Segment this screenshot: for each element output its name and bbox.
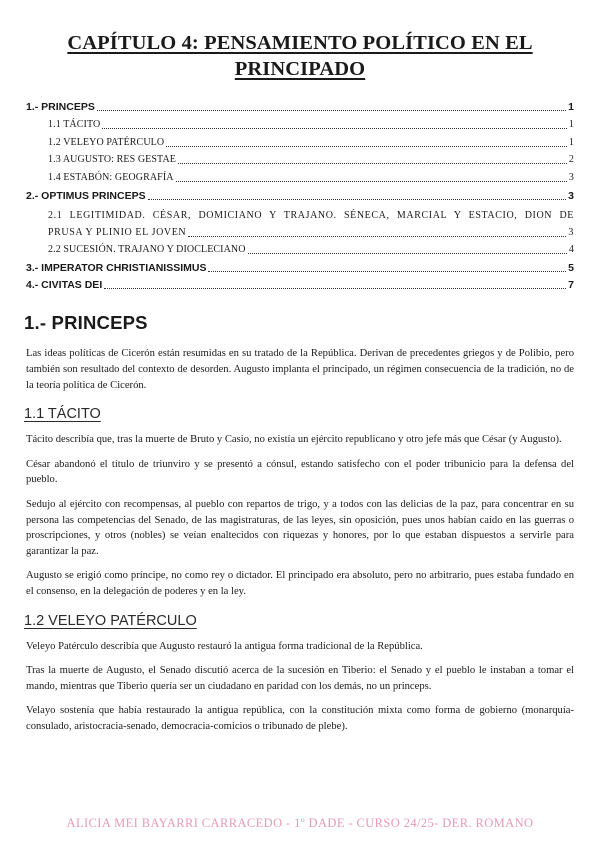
toc-leader — [166, 146, 567, 147]
toc-label: 4.- CIVITAS DEI — [26, 279, 103, 292]
toc-label: 1.4 ESTABÓN: GEOGRAFÍA — [48, 172, 174, 184]
paragraph: Sedujo al ejército con recompensas, al pueblo con repartos de trigo, y a todos con las delicias de la paz, para concentrar en su persona las competencias del Senado, de las magistraturas, de las leyes, sin oposición, pues unos habían caído en las guerras o proscripciones, y otros (nobles) se veían enaltecidos con riquezas y honores, por lo que estaban dispuestos a servirle para garantizar la paz. — [26, 498, 574, 557]
toc-label: 2.2 SUCESIÓN. TRAJANO Y DIOCLECIANO — [48, 243, 246, 255]
toc-leader — [248, 253, 567, 254]
toc-entry-civitas-dei[interactable] — [26, 278, 574, 292]
paragraph: Augusto se erigió como príncipe, no como rey o dictador. El principado era absoluto, pero no arbitrario, pues estaba fundado en el consenso, en la delegación de poderes y en la ley. — [26, 570, 574, 597]
paragraph: Velayo sostenía que había restaurado la antigua república, con la constitución mixta como forma de gobierno (monarquía-consulado, aristocracia-senado, democracia-comicios o tribunado de plebe). — [26, 705, 574, 732]
toc-leader — [102, 128, 567, 129]
table-of-contents — [26, 100, 574, 292]
paragraph: Las ideas políticas de Cicerón están resumidas en su tratado de la República. Derivan de precedentes griegos y de Polibio, pero también son resultado del contexto de desorden. Augusto implanta el principado, un régimen consecuencia de la tradición, no de la teoría política de Cicerón. — [26, 348, 574, 391]
toc-label: 3.- IMPERATOR CHRISTIANISSIMUS — [26, 261, 207, 274]
toc-entry-sucesion[interactable] — [26, 243, 574, 257]
toc-label-line2-row — [48, 224, 574, 241]
toc-leader — [97, 110, 566, 111]
toc-leader — [104, 288, 566, 289]
toc-label: 2.- OPTIMUS PRINCEPS — [26, 189, 146, 202]
toc-label-line1: 2.1 LEGITIMIDAD. CÉSAR, DOMICIANO Y TRAJANO. SÉNECA, MARCIAL Y ESTACIO, DION DE — [48, 209, 574, 221]
subsection-heading-veleyo: 1.2 VELEYO PATÉRCULO — [24, 612, 197, 629]
toc-entry-tacito[interactable] — [26, 118, 574, 132]
toc-entry-estabon[interactable] — [26, 171, 574, 185]
section-heading-princeps: 1.- PRINCEPS — [24, 312, 148, 334]
toc-page: 4 — [568, 243, 574, 255]
paragraph: Veleyo Patérculo describía que Augusto restauró la antigua forma tradicional de la República. — [26, 640, 423, 652]
toc-leader — [208, 271, 566, 272]
toc-page: 1 — [568, 136, 574, 148]
toc-label: 1.1 TÁCITO — [48, 118, 101, 130]
toc-page: 3 — [568, 189, 574, 202]
toc-page: 5 — [568, 261, 574, 274]
toc-page: 3 — [568, 226, 574, 238]
toc-entry-optimus-princeps[interactable] — [26, 189, 574, 203]
chapter-title: CAPÍTULO 4: PENSAMIENTO POLÍTICO EN EL PRINCIPADO — [67, 32, 533, 80]
toc-leader — [188, 236, 566, 237]
page-footer: ALICIA MEI BAYARRI CARRACEDO - 1º DADE - CURSO 24/25- DER. ROMANO — [66, 816, 534, 830]
toc-leader — [178, 163, 567, 164]
toc-page: 2 — [568, 154, 574, 166]
paragraph: César abandonó el título de triunviro y se presentó a cónsul, estando satisfecho con el poder tribunicio para la defensa del pueblo. — [26, 458, 574, 486]
paragraph: Tácito describía que, tras la muerte de Bruto y Casio, no existía un ejército republicano y otro jefe más que César (y Augusto). — [26, 434, 562, 446]
toc-page: 7 — [568, 279, 574, 292]
toc-label: 1.3 AUGUSTO: RES GESTAE — [48, 154, 176, 166]
toc-entry-princeps[interactable] — [26, 100, 574, 114]
toc-page: 1 — [568, 101, 574, 113]
toc-entry-augusto[interactable] — [26, 153, 574, 167]
toc-page: 1 — [568, 118, 574, 130]
toc-label: 1.- PRINCEPS — [26, 101, 95, 113]
toc-entry-imperator[interactable] — [26, 261, 574, 275]
toc-leader — [176, 181, 567, 182]
subsection-heading-tacito: 1.1 TÁCITO — [24, 406, 101, 423]
paragraph: Tras la muerte de Augusto, el Senado discutió acerca de la sucesión en Tiberio: el Senado y el pueblo le instaban a tomar el mando, mientras que Tiberio quería ser un ciudadano en paridad con los demás, no un princeps. — [26, 665, 574, 692]
toc-label: 1.2 VELEYO PATÉRCULO — [48, 136, 165, 148]
toc-entry-legitimidad[interactable] — [26, 207, 574, 241]
toc-leader — [148, 199, 567, 200]
toc-page: 3 — [568, 172, 574, 184]
toc-label-line2: PRUSA Y PLINIO EL JOVEN — [48, 226, 187, 238]
document-page — [26, 22, 574, 743]
toc-entry-veleyo[interactable] — [26, 136, 574, 150]
